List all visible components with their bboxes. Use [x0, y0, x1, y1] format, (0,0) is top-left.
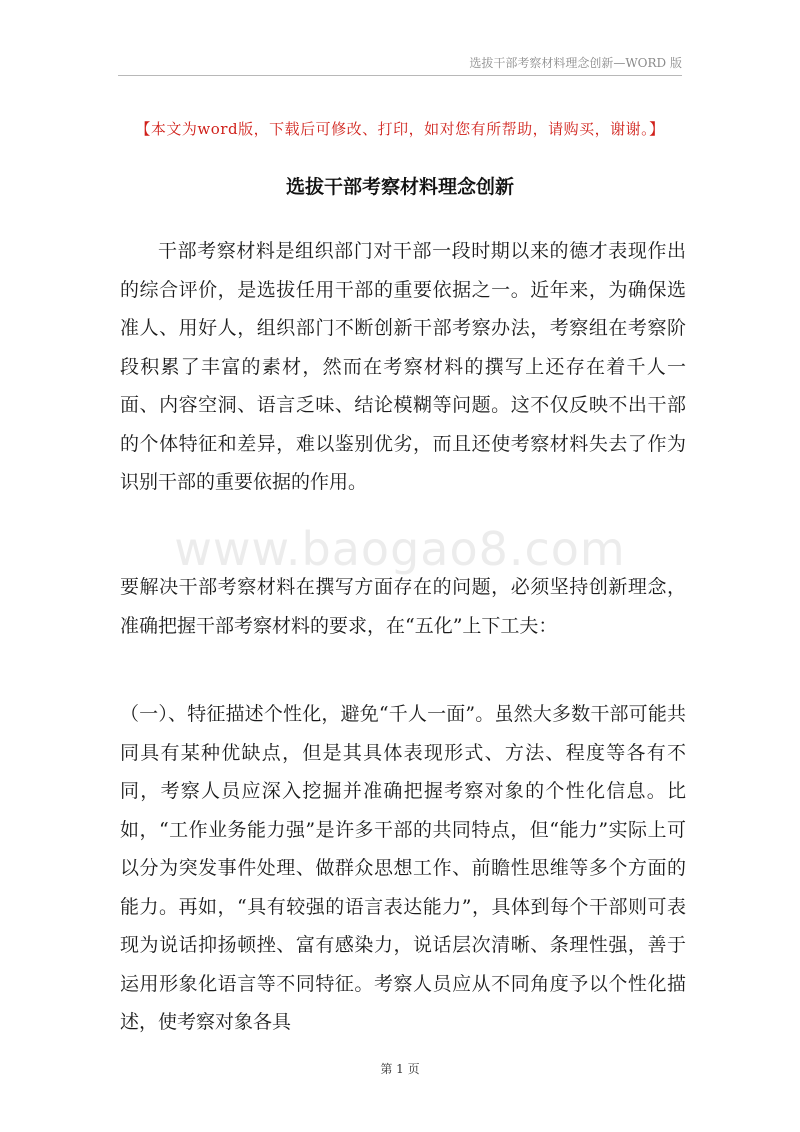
paragraph-section-one: （一）、特征描述个性化，避免“千人一面”。虽然大多数干部可能共同具有某种优缺点，但是其具体表现形式、方法、程度等各有不同，考察人员应深入挖掘并准确把握考察对象的个性化信息。比如，“工作业务能力强”是许多干部的共同特点，但“能力”实际上可以分为突发事件处理、做群众思想工作、前瞻性思维等多个方面的能力。再如，“具有较强的语言表达能力”，具体到每个干部则可表现为说话抑扬顿挫、富有感染力，说话层次清晰、条理性强，善于运用形象化语言等不同特征。考察人员应从不同角度予以个性化描述，使考察对象各具	[120, 703, 686, 1033]
running-header: 选拔干部考察材料理念创新—WORD 版	[469, 56, 682, 70]
download-notice: 【本文为word版，下载后可修改、打印，如对您有所帮助，请购买，谢谢。】	[135, 120, 665, 138]
header-divider	[118, 75, 682, 76]
paragraph-intro: 干部考察材料是组织部门对干部一段时期以来的德才表现作出的综合评价，是选拔任用干部的重要依据之一。近年来，为确保选准人、用好人，组织部门不断创新干部考察办法，考察组在考察阶段积累了丰富的素材，然而在考察材料的撰写上还存在着千人一面、内容空洞、语言乏味、结论模糊等问题。这不仅反映不出干部的个体特征和差异，难以鉴别优劣，而且还使考察材料失去了作为识别干部的重要依据的作用。	[120, 240, 686, 493]
paragraph-solution: 要解决干部考察材料在撰写方面存在的问题，必须坚持创新理念，准确把握干部考察材料的要求，在“五化”上下工夫：	[120, 576, 686, 637]
page-number: 第 1 页	[380, 1062, 420, 1076]
document-title: 选拔干部考察材料理念创新	[285, 176, 514, 198]
watermark: www.baogao8.com	[174, 522, 626, 576]
